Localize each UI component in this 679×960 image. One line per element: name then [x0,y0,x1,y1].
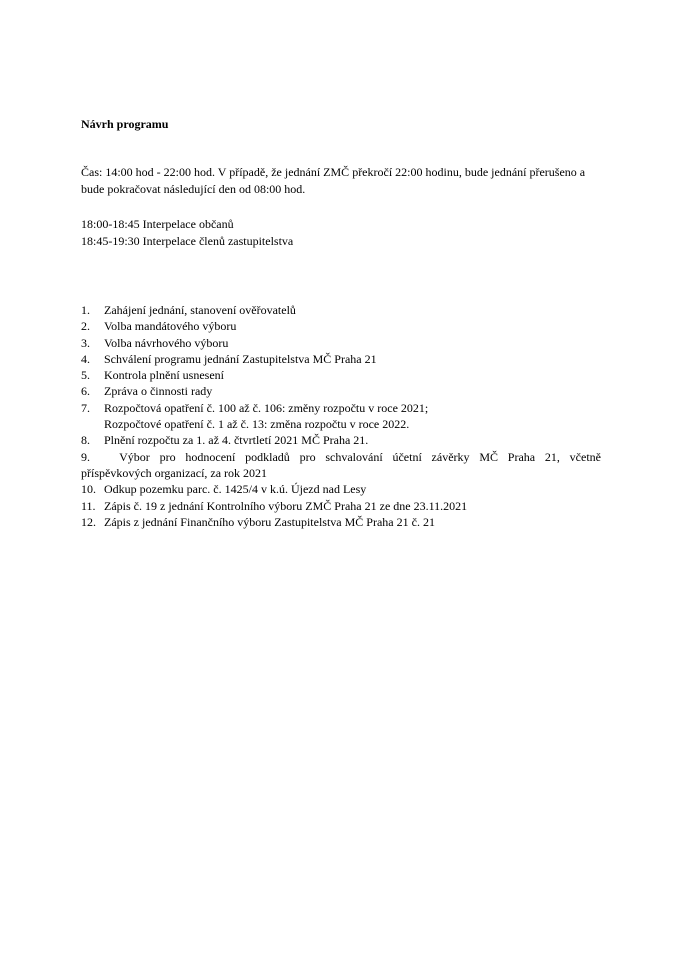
agenda-item-text: Schválení programu jednání Zastupitelstva MČ Praha 21 [104,351,377,366]
agenda-item [81,514,601,530]
agenda-item-text: Zápis č. 19 z jednání Kontrolního výboru ZMČ Praha 21 ze dne 23.11.2021 [104,498,468,513]
agenda-list [81,302,601,530]
agenda-item-number: 1. [81,303,90,317]
agenda-item [81,498,601,514]
schedule-item: 18:00-18:45 Interpelace občanů [81,217,234,231]
agenda-item-number: 8. [81,433,90,448]
interpellation-schedule [81,216,293,250]
schedule-item: 18:45-19:30 Interpelace členů zastupitelstva [81,234,294,248]
agenda-item [81,432,601,448]
agenda-item-text-continued: příspěvkových organizací, za rok 2021 [81,465,268,480]
agenda-item-text: Odkup pozemku parc. č. 1425/4 v k.ú. Újezd nad Lesy [104,482,367,497]
agenda-item [81,335,601,351]
agenda-item-number: 5. [81,368,90,383]
agenda-item [81,481,601,497]
agenda-item-text: Zpráva o činnosti rady [104,384,213,399]
agenda-item-text: Plnění rozpočtu za 1. až 4. čtvrtletí 2021 MČ Praha 21. [104,433,369,448]
agenda-item-number: 11. [81,498,96,513]
agenda-item-text: Kontrola plnění usnesení [104,368,224,383]
agenda-item-text: Volba mandátového výboru [104,319,237,334]
agenda-item [81,351,601,367]
agenda-item-text-continued: Rozpočtové opatření č. 1 až č. 13: změna rozpočtu v roce 2022. [104,417,410,432]
agenda-item-number: 4. [81,351,90,366]
agenda-item-text: Zahájení jednání, stanovení ověřovatelů [104,303,296,317]
agenda-item [81,449,601,482]
agenda-item-text: Výbor pro hodnocení podkladů pro schvalování účetní závěrky MČ Praha 21, včetně [119,449,601,464]
agenda-item-number: 2. [81,319,90,334]
agenda-item-number-inline: 9. [81,449,90,464]
document-title: Návrh programu [81,117,169,131]
agenda-item [81,318,601,334]
agenda-item-number: 12. [81,514,96,529]
agenda-item [81,383,601,399]
agenda-item-text: Rozpočtová opatření č. 100 až č. 106: změny rozpočtu v roce 2021; [104,400,429,415]
time-paragraph: Čas: 14:00 hod - 22:00 hod. V případě, že jednání ZMČ překročí 22:00 hodinu, bude jednání přerušeno a bude pokračovat následující den od 08:00 hod. [81,165,586,196]
agenda-item-text: Volba návrhového výboru [104,335,229,350]
agenda-item-first-line [81,449,601,465]
agenda-item-text: Zápis z jednání Finančního výboru Zastupitelstva MČ Praha 21 č. 21 [104,514,435,529]
agenda-item-number: 7. [81,400,90,415]
agenda-item [81,302,601,318]
agenda-item-number: 6. [81,384,90,399]
agenda-item [81,400,601,433]
agenda-item-number: 3. [81,335,90,350]
agenda-item-number: 10. [81,482,96,497]
agenda-item [81,367,601,383]
